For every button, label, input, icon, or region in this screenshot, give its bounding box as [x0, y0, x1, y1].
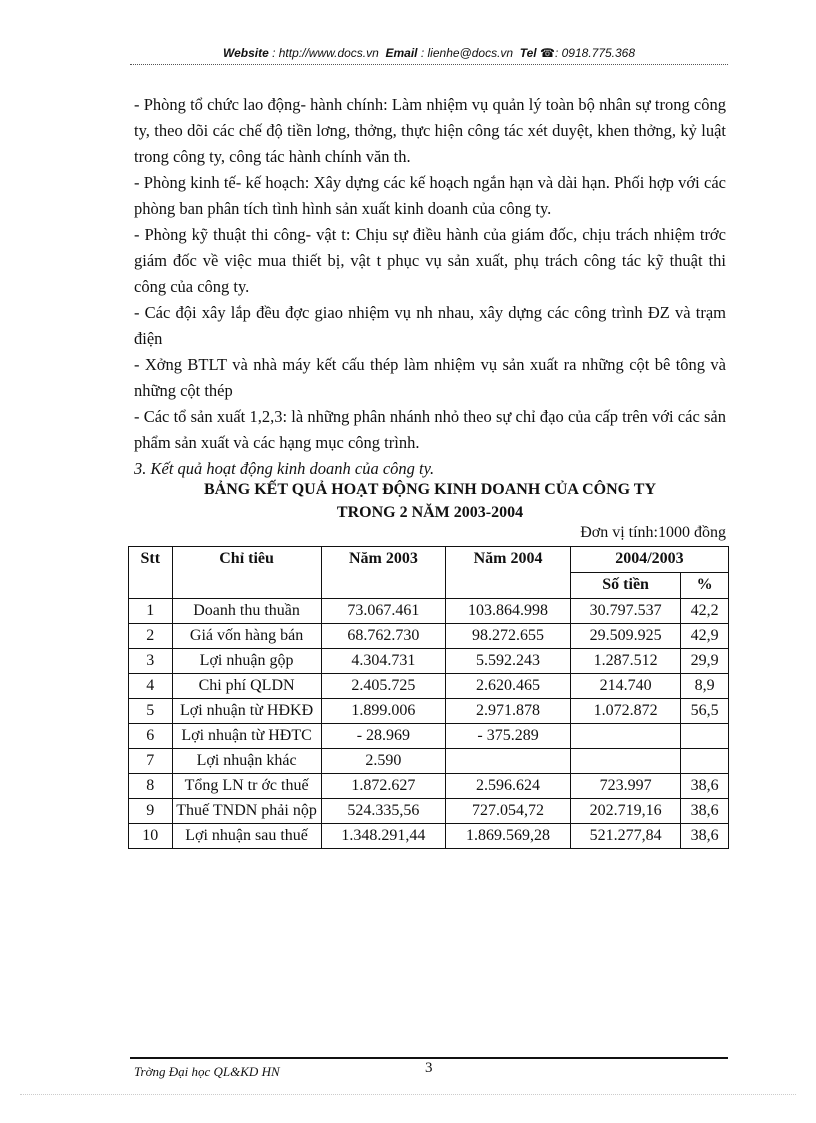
cell-amount: 1.072.872: [570, 699, 680, 724]
cell-pct: [681, 724, 729, 749]
cell-amount: 30.797.537: [570, 599, 680, 624]
cell-stt: 1: [129, 599, 173, 624]
table-row: [129, 724, 729, 749]
cell-y2003: 524.335,56: [321, 799, 446, 824]
section-heading: 3. Kết quả hoạt động kinh doanh của công ty.: [134, 459, 435, 478]
cell-pct: 42,2: [681, 599, 729, 624]
table-title-line2: TRONG 2 NĂM 2003-2004: [336, 504, 524, 521]
cell-y2004: 98.272.655: [446, 624, 571, 649]
cell-name: Lợi nhuận sau thuế: [172, 824, 321, 849]
tel-label: Tel: [519, 46, 537, 60]
cell-name: Tổng LN tr ớc thuế: [172, 774, 321, 799]
header-compare: 2004/2003: [570, 547, 728, 573]
tel-value: : 0918.775.368: [554, 46, 636, 60]
cell-pct: [681, 749, 729, 774]
header-divider: [130, 64, 728, 65]
header-2004: Năm 2004: [446, 547, 571, 599]
cell-name: Giá vốn hàng bán: [172, 624, 321, 649]
cell-pct: 42,9: [681, 624, 729, 649]
cell-amount: 521.277,84: [570, 824, 680, 849]
cell-pct: 38,6: [681, 824, 729, 849]
cell-amount: 214.740: [570, 674, 680, 699]
cell-name: Chi phí QLDN: [172, 674, 321, 699]
table-row: [129, 699, 729, 724]
cell-y2004: 103.864.998: [446, 599, 571, 624]
paragraph: - Xởng BTLT và nhà máy kết cấu thép làm nhiệm vụ sản xuất ra những cột bê tông và những cột thép: [134, 355, 726, 400]
footer-school: Trờng Đại học QL&KD HN: [134, 1064, 280, 1079]
table-title: [134, 478, 726, 524]
cell-y2003: 73.067.461: [321, 599, 446, 624]
table-title-line1: BẢNG KẾT QUẢ HOẠT ĐỘNG KINH DOANH CỦA CÔNG TY: [203, 481, 657, 498]
paragraph: - Phòng kỹ thuật thi công- vật t: Chịu sự điều hành của giám đốc, chịu trách nhiệm trớc giám đốc về việc mua thiết bị, vật t phục vụ sản xuất, phụ trách công tác kỹ thuật thi công của công ty.: [134, 225, 726, 296]
paragraph: - Các đội xây lắp đều đợc giao nhiệm vụ nh nhau, xây dựng các công trình ĐZ và trạm điện: [134, 303, 726, 348]
cell-amount: 202.719,16: [570, 799, 680, 824]
header-stt: Stt: [129, 547, 173, 599]
page-header: [130, 46, 728, 60]
cell-stt: 8: [129, 774, 173, 799]
paragraph: - Phòng kinh tế- kế hoạch: Xây dựng các kế hoạch ngắn hạn và dài hạn. Phối hợp với các phòng ban phân tích tình hình sản xuất kinh doanh của công ty.: [134, 173, 726, 218]
table-row: [129, 824, 729, 849]
cell-amount: 723.997: [570, 774, 680, 799]
cell-y2004: - 375.289: [446, 724, 571, 749]
cell-y2003: 4.304.731: [321, 649, 446, 674]
paragraph: - Các tổ sản xuất 1,2,3: là những phân nhánh nhỏ theo sự chỉ đạo của cấp trên với các sản phẩm sản xuất và các hạng mục công trình.: [134, 407, 726, 452]
cell-pct: 38,6: [681, 799, 729, 824]
cell-y2003: 1.348.291,44: [321, 824, 446, 849]
cell-name: Thuế TNDN phải nộp: [172, 799, 321, 824]
header-pct: %: [681, 573, 729, 599]
cell-y2004: 5.592.243: [446, 649, 571, 674]
footer-divider: [130, 1057, 728, 1059]
header-name: Chỉ tiêu: [172, 547, 321, 599]
header-2003: Năm 2003: [321, 547, 446, 599]
cell-y2004: 2.620.465: [446, 674, 571, 699]
unit-note: Đơn vị tính:1000 đồng: [580, 524, 726, 541]
cell-pct: 8,9: [681, 674, 729, 699]
cell-y2003: 2.405.725: [321, 674, 446, 699]
email-value: : lienhe@docs.vn: [420, 46, 514, 60]
cell-stt: 5: [129, 699, 173, 724]
cell-amount: 29.509.925: [570, 624, 680, 649]
cell-y2004: 2.596.624: [446, 774, 571, 799]
cell-stt: 2: [129, 624, 173, 649]
cell-amount: 1.287.512: [570, 649, 680, 674]
table-row: [129, 799, 729, 824]
cell-stt: 3: [129, 649, 173, 674]
cell-name: Lợi nhuận từ HĐTC: [172, 724, 321, 749]
table-row: [129, 649, 729, 674]
cell-name: Lợi nhuận khác: [172, 749, 321, 774]
cell-stt: 9: [129, 799, 173, 824]
cell-pct: 29,9: [681, 649, 729, 674]
cell-y2004: 1.869.569,28: [446, 824, 571, 849]
cell-pct: 56,5: [681, 699, 729, 724]
table-row: [129, 624, 729, 649]
cell-stt: 6: [129, 724, 173, 749]
cell-stt: 4: [129, 674, 173, 699]
page-number: 3: [425, 1060, 433, 1076]
cell-y2003: 2.590: [321, 749, 446, 774]
cell-y2003: - 28.969: [321, 724, 446, 749]
cell-y2003: 1.899.006: [321, 699, 446, 724]
cell-stt: 7: [129, 749, 173, 774]
phone-icon: ☎: [540, 46, 555, 60]
table-row: [129, 774, 729, 799]
cell-y2004: 2.971.878: [446, 699, 571, 724]
table-row: [129, 599, 729, 624]
page-bottom-divider: [20, 1094, 796, 1095]
cell-y2003: 1.872.627: [321, 774, 446, 799]
cell-amount: [570, 724, 680, 749]
results-table: [128, 546, 729, 849]
table-row: [129, 674, 729, 699]
table-body: [129, 599, 729, 849]
cell-y2004: [446, 749, 571, 774]
table-row: [129, 749, 729, 774]
cell-name: Lợi nhuận gộp: [172, 649, 321, 674]
header-amount: Số tiền: [570, 573, 680, 599]
cell-amount: [570, 749, 680, 774]
email-label: Email: [385, 46, 418, 60]
cell-y2003: 68.762.730: [321, 624, 446, 649]
cell-stt: 10: [129, 824, 173, 849]
cell-name: Lợi nhuận từ HĐKĐ: [172, 699, 321, 724]
website-label: Website: [222, 46, 269, 60]
cell-name: Doanh thu thuần: [172, 599, 321, 624]
website-value: : http://www.docs.vn: [272, 46, 379, 60]
cell-pct: 38,6: [681, 774, 729, 799]
paragraph: - Phòng tổ chức lao động- hành chính: Làm nhiệm vụ quản lý toàn bộ nhân sự trong công ty, theo dõi các chế độ tiền lơng, thởng, thực hiện công tác xét duyệt, khen thởng, kỷ luật trong công ty, công tác hành chính văn th.: [134, 95, 726, 166]
body-text: [134, 92, 726, 482]
cell-y2004: 727.054,72: [446, 799, 571, 824]
